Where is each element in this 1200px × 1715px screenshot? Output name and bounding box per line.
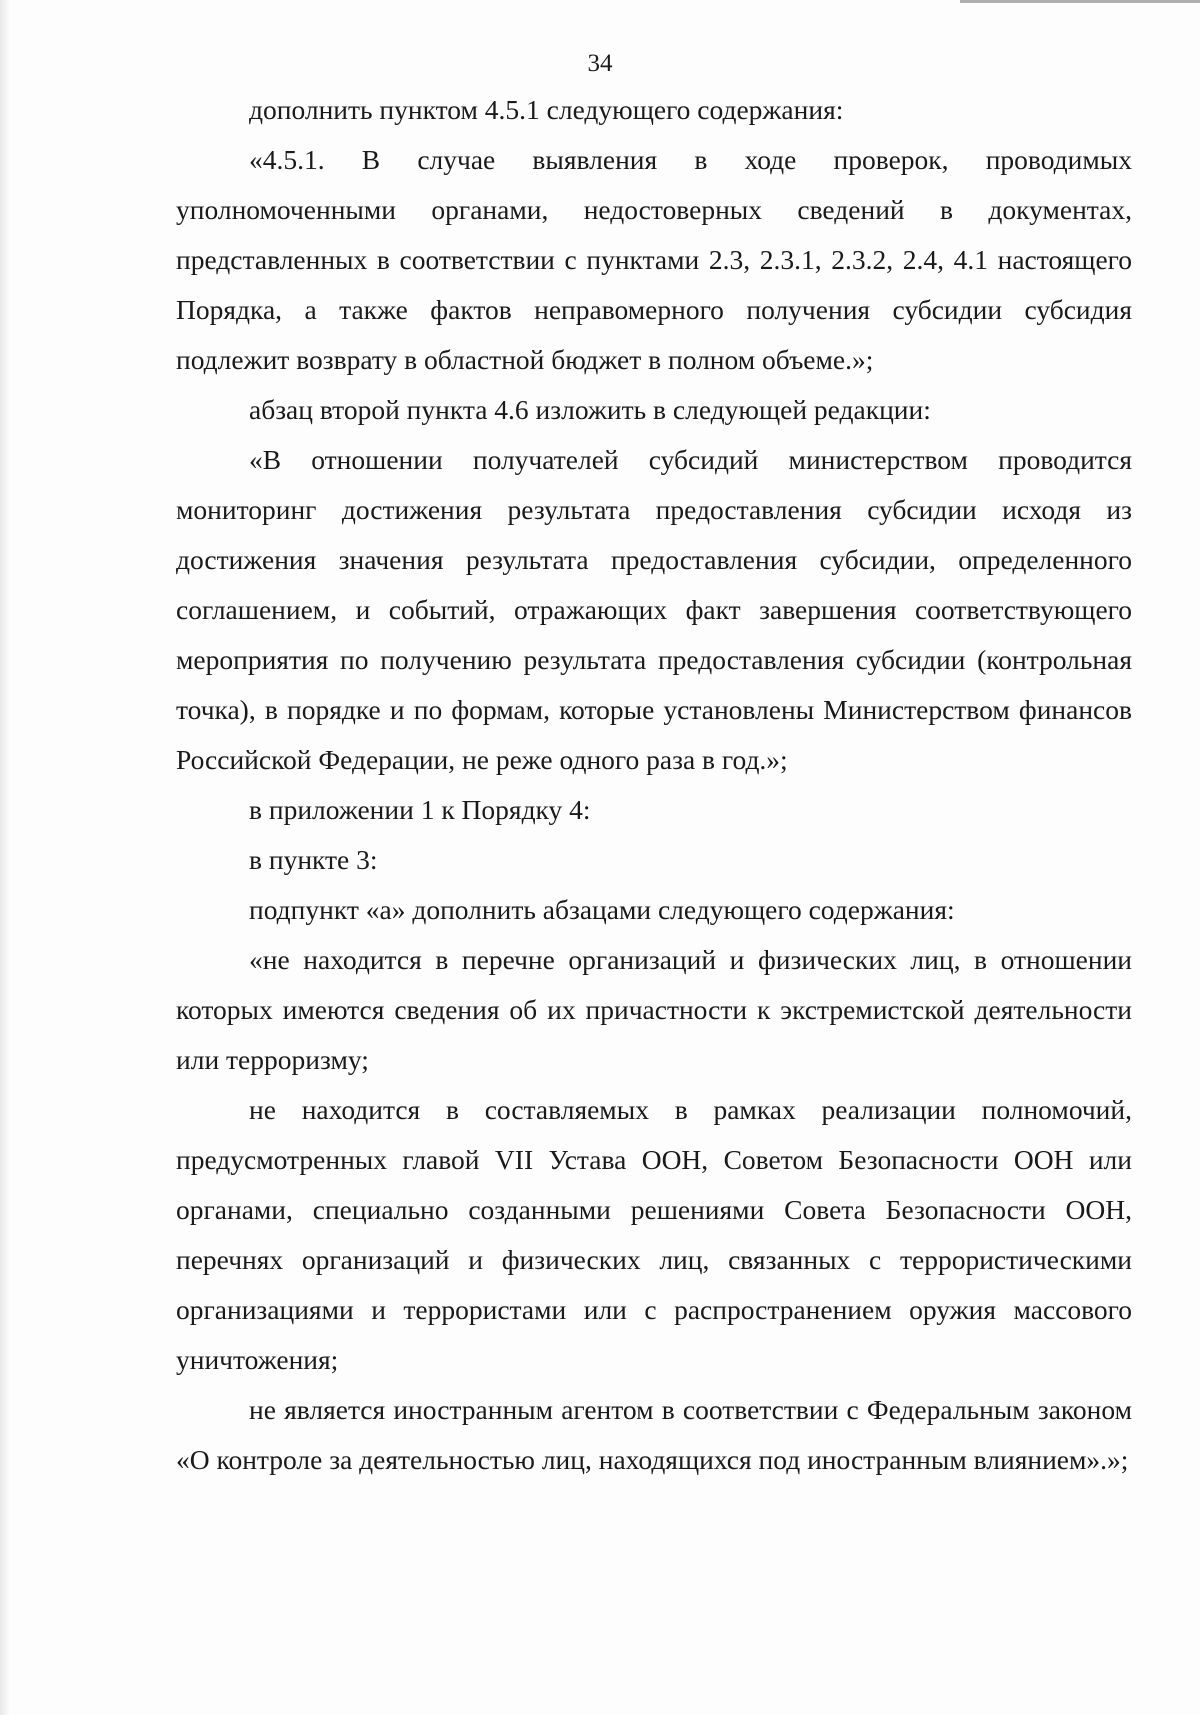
scan-edge-line [960,0,1200,3]
paragraph-amend-4-5-1: дополнить пунктом 4.5.1 следующего содержания: [249,94,844,125]
paragraph-item-3: в пункте 3: [249,844,378,875]
paragraph-un-lists: не находится в составляемых в рамках реализации полномочий, предусмотренных главой VII Устава ООН, Советом Безопасности ООН или органами, специально созданными решениями Совета Безопасности ООН, перечнях организаций и физических лиц, связанных с террористическими организациями и террористами или с распространением оружия массового уничтожения; [176,1094,1132,1375]
paragraph-subitem-a: подпункт «а» дополнить абзацами следующего содержания: [249,894,955,925]
scan-edge-shadow [0,0,10,1715]
paragraph-clause-4-6: «В отношении получателей субсидий министерством проводится мониторинг достижения результата предоставления субсидии исходя из достижения значения результата предоставления субсидии, определенного соглашением, и событий, отражающих факт завершения соответствующего мероприятия по получению результата предоставления субсидии (контрольная точка), в порядке и по формам, которые установлены Министерством финансов Российской Федерации, не реже одного раза в год.»; [176,444,1132,775]
paragraph-clause-4-5-1: «4.5.1. В случае выявления в ходе проверок, проводимых уполномоченными органами, недостоверных сведений в документах, представленных в соответствии с пунктами 2.3, 2.3.1, 2.3.2, 2.4, 4.1 настоящего Порядка, а также фактов неправомерного получения субсидии субсидия подлежит возврату в областной бюджет в полном объеме.»; [176,144,1132,375]
paragraph-foreign-agent: не является иностранным агентом в соответствии с Федеральным законом «О контроле за деятельностью лиц, находящихся под иностранным влиянием».»; [176,1394,1132,1475]
document-body [176,85,1132,1485]
page-number: 34 [587,50,613,77]
paragraph-amend-4-6: абзац второй пункта 4.6 изложить в следующей редакции: [249,394,931,425]
paragraph-extremism: «не находится в перечне организаций и физических лиц, в отношении которых имеются сведения об их причастности к экстремистской деятельности или терроризму; [176,944,1132,1075]
paragraph-appendix-1: в приложении 1 к Порядку 4: [249,794,591,825]
